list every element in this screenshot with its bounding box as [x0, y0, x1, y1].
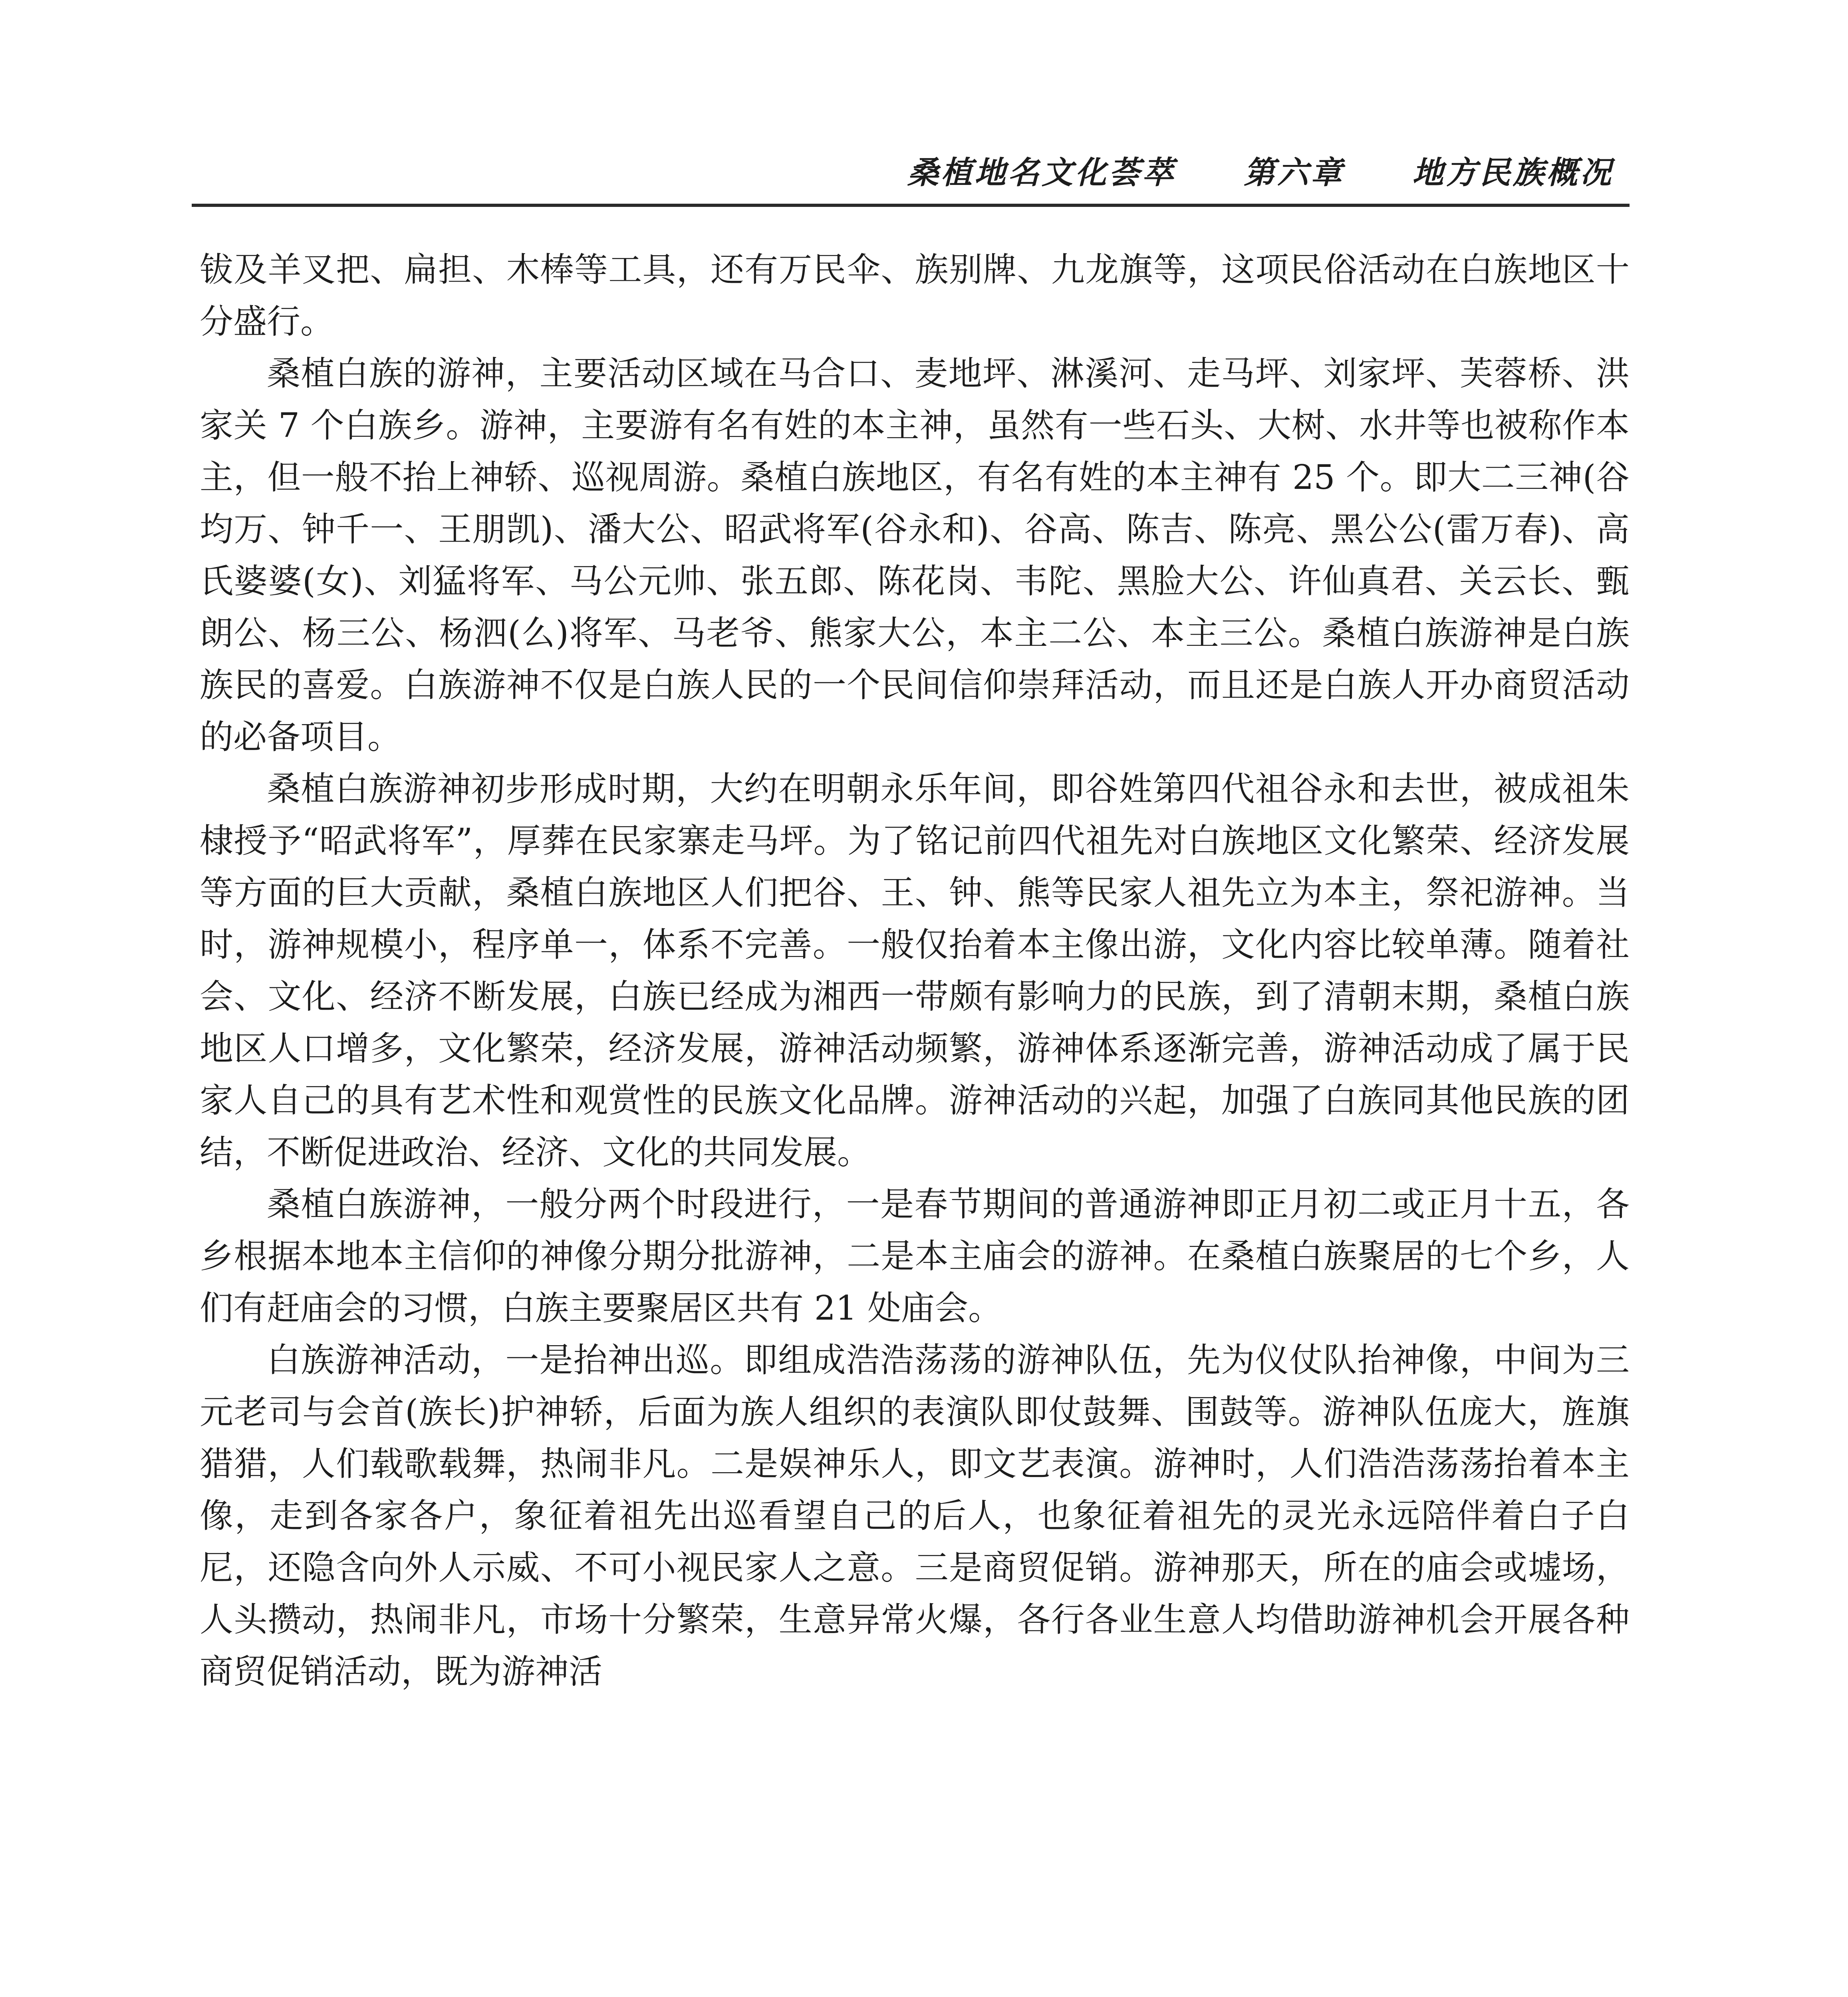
paragraph-2: 桑植白族的游神，主要活动区域在马合口、麦地坪、淋溪河、走马坪、刘家坪、芙蓉桥、洪家关 7 个白族乡。游神，主要游有名有姓的本主神，虽然有一些石头、大树、水井等也被称作本主，但一般不抬上神轿、巡视周游。桑植白族地区，有名有姓的本主神有 25 个。即大二三神(谷均万、钟千一、王朋凯)、潘大公、昭武将军(谷永和)、谷高、陈吉、陈亮、黑公公(雷万春)、高氏婆婆(女)、刘猛将军、马公元帅、张五郎、陈花岗、韦陀、黑脸大公、许仙真君、关云长、甄朗公、杨三公、杨泗(么)将军、马老爷、熊家大公，本主二公、本主三公。桑植白族游神是白族族民的喜爱。白族游神不仅是白族人民的一个民间信仰崇拜活动，而且还是白族人开办商贸活动的必备项目。	[200, 354, 1630, 756]
paragraph-5: 白族游神活动，一是抬神出巡。即组成浩浩荡荡的游神队伍，先为仪仗队抬神像，中间为三元老司与会首(族长)护神轿，后面为族人组织的表演队即仗鼓舞、围鼓等。游神队伍庞大，旌旗猎猎，人们载歌载舞，热闹非凡。二是娱神乐人，即文艺表演。游神时，人们浩浩荡荡抬着本主像，走到各家各户，象征着祖先出巡看望自己的后人，也象征着祖先的灵光永远陪伴着白子白尼，还隐含向外人示威、不可小视民家人之意。三是商贸促销。游神那天，所在的庙会或墟场，人头攒动，热闹非凡，市场十分繁荣，生意异常火爆，各行各业生意人均借助游神机会开展各种商贸促销活动，既为游神活	[200, 1340, 1630, 1691]
paragraph-1: 钹及羊叉把、扁担、木棒等工具，还有万民伞、族别牌、九龙旗等，这项民俗活动在白族地区十分盛行。	[200, 250, 1630, 341]
paragraph-3: 桑植白族游神初步形成时期，大约在明朝永乐年间，即谷姓第四代祖谷永和去世，被成祖朱棣授予“昭武将军”，厚葬在民家寨走马坪。为了铭记前四代祖先对白族地区文化繁荣、经济发展等方面的巨大贡献，桑植白族地区人们把谷、王、钟、熊等民家人祖先立为本主，祭祀游神。当时，游神规模小，程序单一，体系不完善。一般仅抬着本主像出游，文化内容比较单薄。随着社会、文化、经济不断发展，白族已经成为湘西一带颇有影响力的民族，到了清朝末期，桑植白族地区人口增多，文化繁荣，经济发展，游神活动频繁，游神体系逐渐完善，游神活动成了属于民家人自己的具有艺术性和观赏性的民族文化品牌。游神活动的兴起，加强了白族同其他民族的团结，不断促进政治、经济、文化的共同发展。	[200, 769, 1630, 1172]
header-chapter: 第六章	[1243, 155, 1344, 191]
header-rule	[192, 204, 1630, 207]
running-header	[192, 132, 1630, 212]
header-book-title: 桑植地名文化荟萃	[907, 155, 1176, 191]
paragraph-4: 桑植白族游神，一般分两个时段进行，一是春节期间的普通游神即正月初二或正月十五，各乡根据本地本主信仰的神像分期分批游神，二是本主庙会的游神。在桑植白族聚居的七个乡，人们有赶庙会的习惯，白族主要聚居区共有 21 处庙会。	[200, 1185, 1630, 1328]
header-text	[907, 148, 1614, 193]
header-section: 地方民族概况	[1412, 155, 1614, 191]
body-text	[200, 244, 1630, 1697]
